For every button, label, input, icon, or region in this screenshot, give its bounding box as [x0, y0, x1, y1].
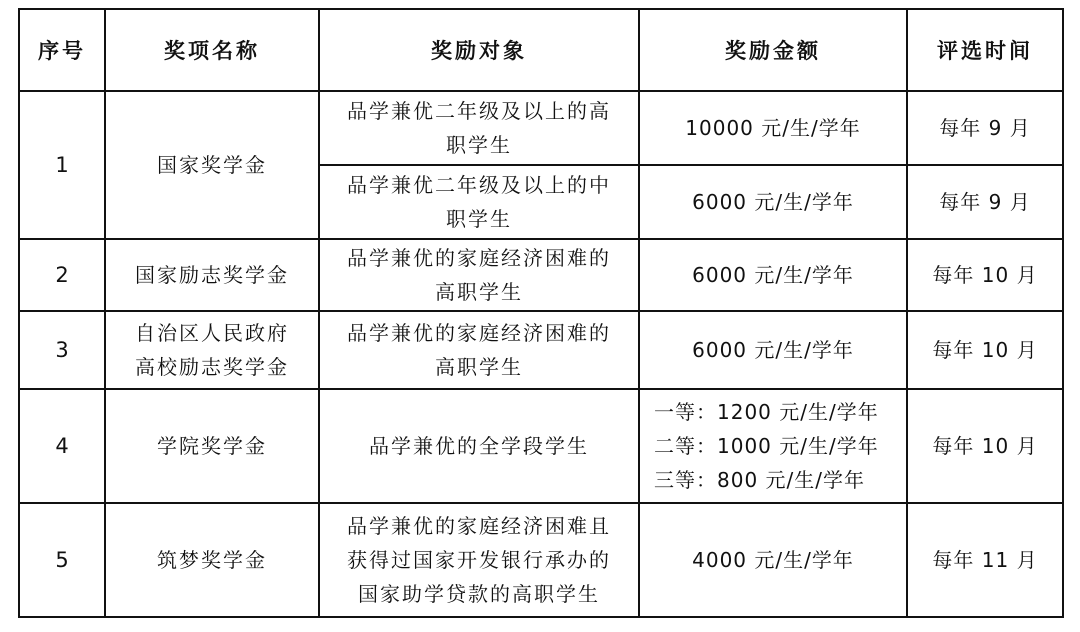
- row-number: 3: [19, 311, 105, 389]
- award-target-cell: [319, 389, 639, 503]
- table-row: [19, 389, 1063, 503]
- award-name-line: 国家奖学金: [157, 153, 267, 177]
- award-amount-line: 4000 元/生/学年: [692, 548, 854, 572]
- award-target-cell: [319, 503, 639, 617]
- award-name-cell: [105, 389, 319, 503]
- award-amount-line: 6000 元/生/学年: [692, 263, 854, 287]
- award-target-cell: [319, 91, 639, 165]
- award-amount-cell: [639, 239, 907, 311]
- award-target-cell: [319, 239, 639, 311]
- header-award-amount: 奖励金额: [639, 9, 907, 91]
- award-amount-cell: [639, 503, 907, 617]
- selection-time-cell: 每年 10 月: [907, 389, 1063, 503]
- award-target-line: 品学兼优二年级及以上的高: [347, 99, 611, 123]
- award-amount-line: 二等：1000 元/生/学年: [654, 434, 879, 458]
- award-amount-line: 10000 元/生/学年: [685, 116, 861, 140]
- award-target-line: 高职学生: [435, 280, 523, 304]
- award-target-line: 品学兼优的家庭经济困难的: [347, 321, 611, 345]
- award-name-line: 自治区人民政府: [135, 321, 289, 345]
- award-target-line: 国家助学贷款的高职学生: [358, 582, 600, 606]
- award-name-cell: [105, 239, 319, 311]
- table-row: [19, 91, 1063, 165]
- header-award-target: 奖励对象: [319, 9, 639, 91]
- table-row: [19, 239, 1063, 311]
- header-row: [19, 9, 1063, 91]
- award-target-line: 获得过国家开发银行承办的: [347, 548, 611, 572]
- scholarship-table: [18, 8, 1064, 618]
- selection-time-cell: 每年 9 月: [907, 165, 1063, 239]
- award-name-cell: [105, 91, 319, 239]
- award-name-line: 学院奖学金: [157, 434, 267, 458]
- award-target-line: 职学生: [446, 207, 512, 231]
- award-name-line: 筑梦奖学金: [157, 548, 267, 572]
- award-target-cell: [319, 311, 639, 389]
- award-target-line: 品学兼优的全学段学生: [369, 434, 589, 458]
- row-number: 5: [19, 503, 105, 617]
- selection-time-cell: 每年 11 月: [907, 503, 1063, 617]
- header-award-name: 奖项名称: [105, 9, 319, 91]
- award-name-cell: [105, 311, 319, 389]
- award-target-line: 高职学生: [435, 355, 523, 379]
- award-target-line: 品学兼优二年级及以上的中: [347, 173, 611, 197]
- header-selection-time: 评选时间: [907, 9, 1063, 91]
- row-number: 1: [19, 91, 105, 239]
- award-target-line: 职学生: [446, 133, 512, 157]
- header-number: 序号: [19, 9, 105, 91]
- table-row: [19, 503, 1063, 617]
- award-amount-cell: [639, 91, 907, 165]
- award-target-line: 品学兼优的家庭经济困难且: [347, 514, 611, 538]
- selection-time-cell: 每年 10 月: [907, 311, 1063, 389]
- selection-time-cell: 每年 10 月: [907, 239, 1063, 311]
- scholarship-table-container: [18, 8, 1062, 618]
- selection-time-cell: 每年 9 月: [907, 91, 1063, 165]
- award-name-line: 高校励志奖学金: [135, 355, 289, 379]
- award-amount-line: 三等：800 元/生/学年: [654, 468, 866, 492]
- award-amount-cell: [639, 165, 907, 239]
- award-name-cell: [105, 503, 319, 617]
- award-amount-line: 6000 元/生/学年: [692, 190, 854, 214]
- row-number: 2: [19, 239, 105, 311]
- award-target-line: 品学兼优的家庭经济困难的: [347, 246, 611, 270]
- award-amount-line: 6000 元/生/学年: [692, 338, 854, 362]
- table-row: [19, 311, 1063, 389]
- row-number: 4: [19, 389, 105, 503]
- award-amount-cell: [639, 389, 907, 503]
- award-name-line: 国家励志奖学金: [135, 263, 289, 287]
- award-target-cell: [319, 165, 639, 239]
- award-amount-line: 一等：1200 元/生/学年: [654, 400, 879, 424]
- award-amount-cell: [639, 311, 907, 389]
